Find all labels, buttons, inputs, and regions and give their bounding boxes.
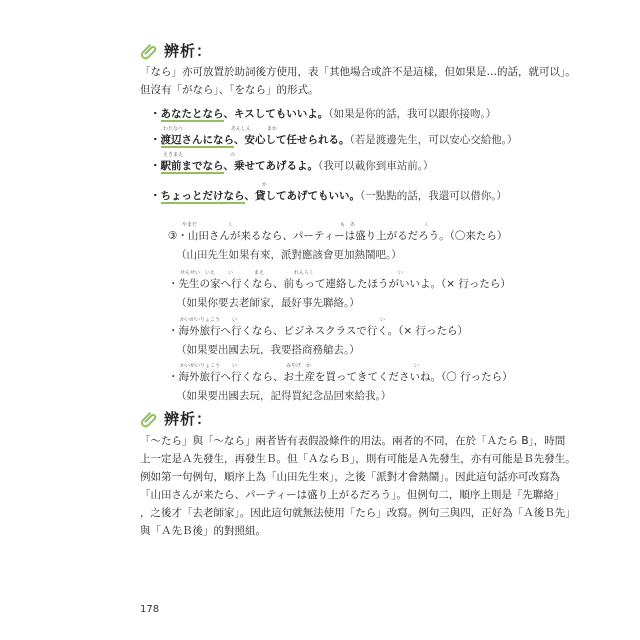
intro-line-2: 但沒有「がなら」、「をなら」的形式。 [140,84,319,96]
bullet: ・ [150,108,161,120]
furigana: い [232,317,238,323]
heading-title: 辨析： [164,410,213,428]
furigana: い [228,270,234,276]
heading-title: 辨析： [164,42,213,60]
furigana: まか [267,126,278,132]
intro-line-1: 「なら」亦可放置於助詞後方使用，表「其他場合或許不是這樣，但如果是…的話，就可以」。 [140,66,576,78]
bullet: ・ [150,160,161,172]
furigana: い [380,317,386,323]
example-underlined: 渡辺さんになら [160,134,234,146]
example-zh: （一點點的話，我還可以借你。） [360,190,507,202]
furigana: く [424,222,430,228]
furigana: い [398,270,404,276]
example-jp: 、乗せてあげるよ。 [223,160,318,172]
example-1 [150,107,496,121]
heading-bianxi-2 [140,408,212,429]
furigana: わたなべ [163,126,184,132]
item-2 [168,277,511,310]
example-4 [150,189,507,203]
item-jp: ③・山田さんが来るなら、パーティーは盛り上がるだろう。（〇来たら） [168,230,508,242]
page-number: 178 [140,604,160,615]
example-underlined: ちょっとだけなら [160,190,245,202]
example-jp: 、安心して任せられる。 [234,134,350,146]
furigana: かいがいりょこう [180,363,221,369]
item-jp: ・先生の家へ行くなら、前もって連絡したほうがいいよ。（× 行ったら） [168,278,511,290]
furigana: い [414,363,420,369]
heading-bianxi-1 [140,40,212,61]
example-underlined: 駅前までなら [160,160,224,172]
furigana: い [232,363,238,369]
item-jp: ・海外旅行へ行くなら、ビジネスクラスで行く。（× 行ったら） [168,325,469,337]
furigana: く [228,222,234,228]
bullet: ・ [150,134,161,146]
item-3 [168,324,468,357]
explanation-line-1: 「～たら」與「～なら」兩者皆有表假設條件的用法。兩者的不同，在於「Ａたら B」，時間 [140,435,566,447]
bullet: ・ [150,190,161,202]
furigana: まえ [254,270,265,276]
example-2 [150,133,518,147]
explanation-line-5: ，之後才「去老師家」。因此這句就無法使用「たら」改寫。例句三與四，正好為「Ａ後Ｂ先」 [140,507,576,519]
item-zh: （如果你要去老師家，最好事先聯絡。） [176,297,360,309]
example-jp: 、貸してあげてもいい。 [244,190,360,202]
furigana: も あ [340,222,356,228]
paperclip-icon [140,42,158,60]
furigana: の [230,152,236,158]
example-zh: （如果是你的話，我可以跟你接吻。） [328,108,497,120]
paperclip-icon [140,410,158,428]
explanation-line-6: 與「Ａ先Ｂ後」的對照組。 [140,525,266,537]
item-4 [168,370,513,403]
furigana: みやげ か [286,363,312,369]
furigana: せんせい いえ [180,270,216,276]
item-1 [168,229,507,262]
item-zh: （如果要出國去玩，我要搭商務艙去。） [176,344,360,356]
explanation-line-2: 上一定是Ａ先發生，再發生Ｂ。但「ＡならＢ」，則有可能是Ａ先發生，亦有可能是Ｂ先發生。 [140,453,576,465]
item-zh: （如果要出國去玩，記得買紀念品回來給我。） [176,390,392,402]
example-underlined: あなたとなら [160,108,224,120]
item-jp: ・海外旅行へ行くなら、お土産を買ってきてくださいね。（〇 行ったら） [168,371,513,383]
furigana: れんらく [294,270,315,276]
explanation-line-4: 「山田さんが来たら、パーティーは盛り上がるだろう」。但例句二，順序上則是「先聯絡」 [140,489,565,501]
furigana: かいがいりょこう [180,317,221,323]
furigana: あんしん [231,126,252,132]
item-zh: （山田先生如果有來，派對應該會更加熱鬧吧。） [176,249,402,261]
example-jp: 、キスしてもいいよ。 [223,108,329,120]
example-zh: （我可以載你到車站前。） [318,160,434,172]
example-zh: （若是渡邊先生，可以安心交給他。） [349,134,518,146]
example-3 [150,159,434,173]
explanation-line-3: 例如第一句例句，順序上為「山田先生來」，之後「派對才會熱鬧」。因此這句話亦可改寫為 [140,471,560,483]
furigana: えきまえ [163,152,184,158]
furigana: か [262,182,268,188]
furigana: やまだ [182,222,198,228]
